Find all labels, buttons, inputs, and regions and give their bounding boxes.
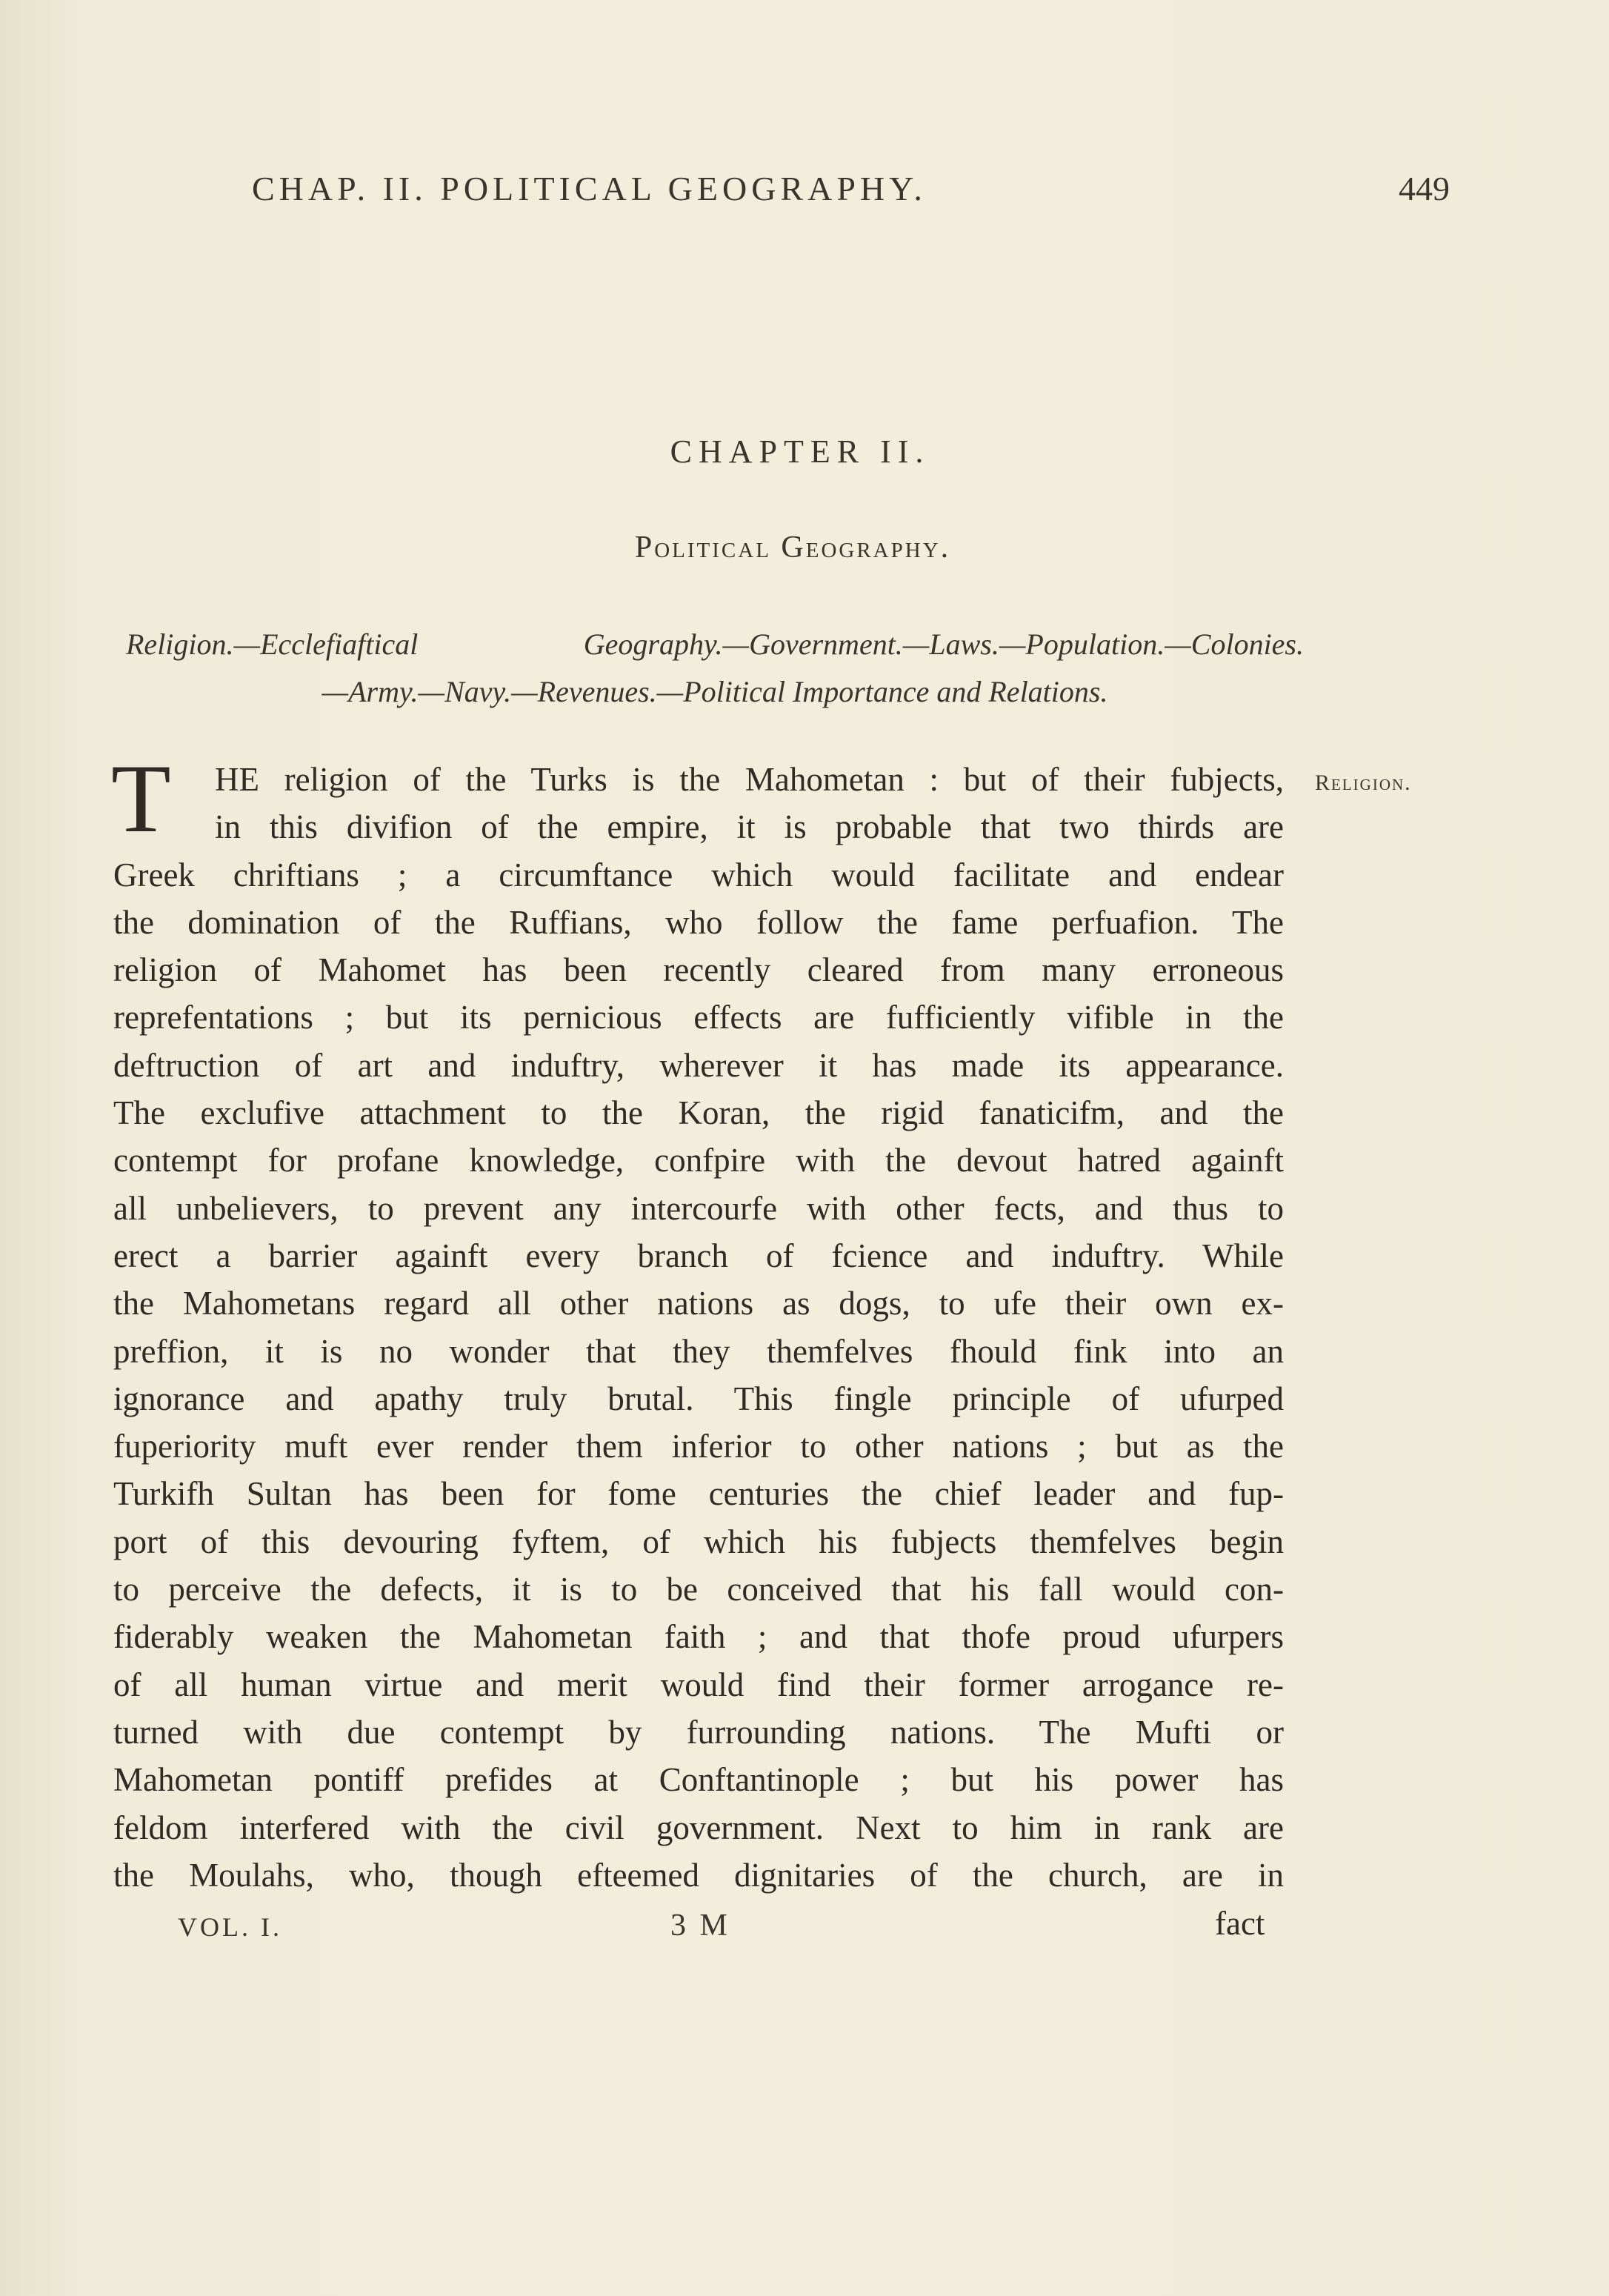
- text-line: all unbelievers, to prevent any intercourfe with other fects, and thus to: [113, 1189, 1284, 1227]
- footer-catchword: fact: [1215, 1905, 1265, 1942]
- running-head: CHAP. II. POLITICAL GEOGRAPHY.: [252, 170, 927, 207]
- text-line: feldom interfered with the civil government. Next to him in rank are: [113, 1808, 1284, 1846]
- chapter-number: CHAPTER II.: [670, 433, 930, 470]
- text-line: turned with due contempt by furrounding nations. The Mufti or: [113, 1713, 1284, 1751]
- text-line: The exclufive attachment to the Koran, the rigid fanaticifm, and the: [113, 1094, 1284, 1132]
- text-line: Turkifh Sultan has been for fome centuries the chief leader and fup-: [113, 1475, 1284, 1513]
- text-line: of all human virtue and merit would find their former arrogance re-: [113, 1666, 1284, 1703]
- synopsis-line: —Army.—Navy.—Revenues.—Political Importance and Relations.: [322, 675, 1108, 708]
- chapter-title: Political Geography.: [634, 530, 951, 565]
- text-line: the Mahometans regard all other nations as dogs, to ufe their own ex-: [113, 1285, 1284, 1322]
- text-line: contempt for profane knowledge, confpire with the devout hatred againft: [113, 1142, 1284, 1179]
- text-line: ignorance and apathy truly brutal. This fingle principle of ufurped: [113, 1380, 1284, 1417]
- chapter-synopsis: [126, 621, 1304, 716]
- synopsis-line: Religion.—Ecclefiaftical Geography.—Government.—Laws.—Population.—Colonies.: [126, 628, 1304, 661]
- text-line: reprefentations ; but its pernicious effects are fufficiently vifible in the: [113, 999, 1284, 1036]
- text-line: erect a barrier againft every branch of fcience and induftry. While: [113, 1237, 1284, 1274]
- footer-signature-mark: 3 M: [670, 1909, 730, 1943]
- margin-note-religion: Religion.: [1315, 771, 1412, 795]
- text-line: religion of Mahomet has been recently cleared from many erroneous: [113, 951, 1284, 989]
- text-line: the domination of the Ruffians, who follow the fame perfuafion. The: [113, 903, 1284, 941]
- text-line: fiderably weaken the Mahometan faith ; and that thofe proud ufurpers: [113, 1618, 1284, 1656]
- text-line: Mahometan pontiff prefides at Conftantinople ; but his power has: [113, 1761, 1284, 1799]
- text-line: fuperiority muft ever render them inferior to other nations ; but as the: [113, 1428, 1284, 1465]
- text-line: deftruction of art and induftry, wherever it has made its appearance.: [113, 1046, 1284, 1084]
- text-line: to perceive the defects, it is to be conceived that his fall would con-: [113, 1571, 1284, 1608]
- drop-cap: T: [111, 744, 171, 853]
- text-line: port of this devouring fyftem, of which his fubjects themfelves begin: [113, 1523, 1284, 1560]
- footer-volume: VOL. I.: [178, 1912, 282, 1942]
- text-line: in this divifion of the empire, it is probable that two thirds are: [215, 808, 1284, 846]
- text-line: Greek chriftians ; a circumftance which would facilitate and endear: [113, 856, 1284, 894]
- text-line: preffion, it is no wonder that they themfelves fhould fink into an: [113, 1332, 1284, 1370]
- text-line: HE religion of the Turks is the Mahometan : but of their fubjects,: [215, 761, 1284, 798]
- text-line: the Moulahs, who, though efteemed dignitaries of the church, are in: [113, 1856, 1284, 1894]
- body-paragraph: [111, 744, 1284, 1899]
- page-number: 449: [1399, 170, 1450, 207]
